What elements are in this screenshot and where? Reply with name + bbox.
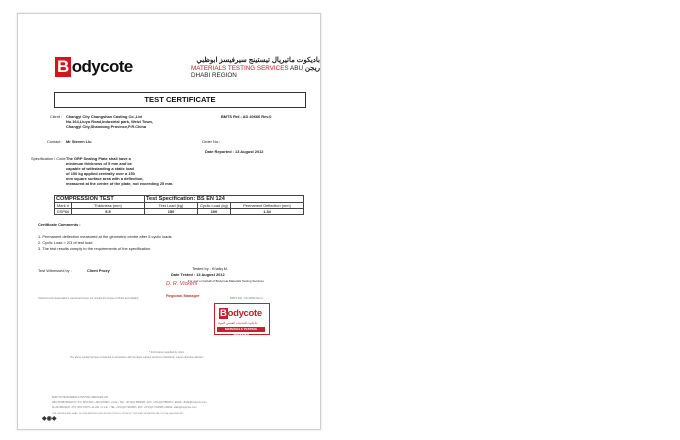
accordance-note: The above testing has been conducted in accordance with the latest relevant versions of standards, unless otherwise advised. (70, 356, 204, 359)
header-deflection: Permanent Deflection (mm) (231, 203, 304, 209)
footer-logo-icon: ◆◉◆ (42, 416, 57, 422)
row-deflection: 1.34 (231, 209, 304, 215)
info-note: * Information supplied by client (149, 351, 185, 354)
row-cyclic-load: 100 (198, 209, 231, 215)
tested-by: Tested by : Khaliq M. (192, 266, 229, 271)
row-mark: GSP66 (55, 209, 72, 215)
test-name: COMPRESSION TEST (55, 196, 145, 203)
certificate-page (17, 13, 321, 430)
comment-3: 3. The test results comply to the requirements of the specification. (38, 246, 152, 251)
client-line-3: Changyi City,Shandong Province,P.R.China (66, 124, 147, 129)
footer-company: BODYCOTE MATERIALS TESTING SERVICES LTD (52, 396, 109, 399)
header-test-load: Test Load (kg) (145, 203, 198, 209)
client-line-2: No.164,Liuyu Road,Industrial park, Weizi Town, (66, 119, 153, 124)
stamp-bar: MATERIALS TESTING SERVICES (217, 327, 265, 332)
signature-title: Regional Manager (166, 293, 200, 298)
comment-1: 1. Permanent deflection measured at the geometric centre after 5 cyclic loads. (38, 234, 173, 239)
certificate-title: TEST CERTIFICATE (144, 95, 216, 104)
table-row (55, 209, 304, 215)
company-tagline: MATERIALS TESTING SERVICES ABU DHABI REGION (191, 65, 303, 79)
signature-name: D. R. Vickers (166, 281, 198, 287)
row-test-load: 150 (145, 209, 198, 215)
bmts-ref: BMTS Ref.: AD 40666 Rev.0 (221, 114, 272, 119)
stamp-logo: Bodycote (220, 308, 262, 319)
footer-line-2: AL AIN BRANCH • P.O. BOX 15475 • AL AIN • U.A.E. • TEL: +971(0)3 7222566 • FAX: +971(0)3 7222586 • EMAIL: alain@bodycote.com (52, 406, 197, 409)
arabic-company-name: بادیکوت ماتیریال تیستینج سیرفیسز ابوظبي ریجن (196, 57, 320, 72)
date-reported: Date Reported : 13 August 2012 (205, 149, 264, 154)
spec-line-6: measured at the centre of the plate, not exceeding 25 mm. (66, 181, 174, 186)
signature (166, 281, 197, 287)
witness-value: Client Proxy (87, 268, 110, 273)
order-label: Order No.: (202, 139, 221, 144)
header-cyclic-load: Cyclic Load (kg) (198, 203, 231, 209)
spec-line-2: minimum thickness of 5 mm and be (66, 161, 132, 166)
spec-label: Specification / Code : (31, 156, 68, 161)
on-behalf: For and on behalf of Bodycote Materials Testing Services (188, 279, 264, 283)
bodycote-stamp (214, 303, 270, 335)
spec-line-3: capable of withstanding a static load (66, 166, 134, 171)
footer-line-1: ABU DHABI BRANCH • P.O. BOX 5111 • ABU DHABI • U.A.E. • TEL: +971(0)2 5565340 • FAX: +971(0)2 5565341 • EMAIL: dhabi@bodycote.com (52, 401, 207, 404)
date-tested: Date Tested : 13 August 2012 (171, 272, 225, 277)
contact-value: Mr Steven Liu (66, 139, 92, 144)
spec-line-1: The GRP Sealing Plate shall have a (66, 156, 131, 161)
bodycote-logo: B odycote (57, 57, 133, 76)
compression-test-table (54, 195, 304, 215)
footer-line-3: THE CERTIFICATE SHALL NOT BE REPRODUCED EXCEPT IN FULL WITHOUT THE WRITTEN APPROVAL OF THE LABORATORY (52, 413, 184, 415)
spec-line-5: mm square surface area with a deflection, (66, 176, 144, 181)
stamp-arabic: بادیکوت للخدمات الفحص المواد (218, 321, 258, 325)
ref-note: BMTS Ref.: AD 40666 Rev.0 (230, 297, 263, 300)
header-thickness: Thickness (mm) (72, 203, 145, 209)
opinions-note: Opinions and interpretations expressed herein are outside the scope of UKAS accreditation (38, 297, 139, 300)
client-label: Client : (50, 114, 63, 119)
header-mark: Mark # (55, 203, 72, 209)
test-spec: Test Specification: BS EN 124 (145, 196, 304, 203)
client-line-1: Changyi City Changshan Casting Co.,Ltd (66, 114, 142, 119)
title-box (54, 92, 306, 108)
comment-2: 2. Cyclic Load = 2/3 of test load (38, 240, 93, 245)
comments-label: Certificate Comments : (38, 222, 81, 227)
spec-line-4: of 150 kg applied centrally over a 150 (66, 171, 135, 176)
witness-label: Test Witnessed by : (38, 268, 72, 273)
row-thickness: 5.5 (72, 209, 145, 215)
contact-label: Contact : (47, 139, 63, 144)
